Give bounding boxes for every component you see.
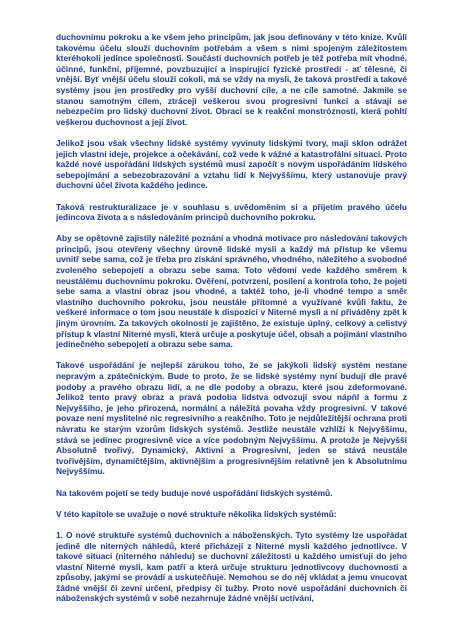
paragraph-1: duchovnímu pokroku a ke všem jeho principům, jak jsou definovány v této knize. Kvůli takovému účelu slouží duchovním potřebám a všem s nimi spojeným záležitostem kteréhokoli jedince společnosti. Součástí duchovních potřeb je též potřeba mít vhodné, účinné, funkční, příjemné, povzbuzující a inspirující fyzické prostředí - ať tělesné, či vnější. Byť vnější účelu slouží cokoli, má se vždy na mysli, že taková prostředí a takové systémy jsou jen prostředky pro vyšší duchovní cíle, a ne cíle samotné. Jakmile se stanou samotným cílem, ztrácejí veškerou svou progresivní funkci a stávají se nebezpečím pro lidský duchovní život. Obrací se k reakční monstróznosti, která pohltí veškerou duchovnost a její život. <box>56 32 407 127</box>
paragraph-6: Na takovém pojetí se tedy buduje nové uspořádání lidských systémů. <box>56 487 333 498</box>
paragraph-4: Aby se opětovně zajistily náležité poznání a vhodná motivace pro následování takových principů, jsou otevřeny všechny úrovně lidské mysli a každý má přístup ke všemu uvnitř sebe sama, což je třeba pro získání správného, vhodného, náležitého a svobodné zvoleného sebepojetí a obrazu sebe sama. Toto vědomí vede každého směrem k neustálému duchovnímu pokroku. Ověření, potvrzení, posílení a kontrola toho, že pojetí sebe sama a vlastní obraz jsou vhodné, a taktéž toho, je-li vhodné tempo a směr vlastního duchovního pokroku, jsou neustále přítomné a využívané kvůli faktu, že veškeré informace o tom jsou neustále k dispozici v Niterné mysli a ní přiváděny zpět k jiným úrovním. Za takových okolností je zajištěno, že existuje úplný, celkový a celistvý přístup k vlastní Niterné mysli, která určuje a poskytuje účel, obsah a pojímání vlastního jedinečného sebepojetí a obrazu sebe sama. <box>56 233 407 350</box>
paragraph-5: Takové uspořádání je nejlepší zárukou toho, že se jakýkoli lidský systém nestane nepravým a zpátečnickým. Bude to proto, že se lidské systémy nyní budují dle pravé podoby a pravého obrazu lidí, a ne dle podoby a obrazu, které jsou zdeformované. Jelikož tento pravý obraz a pravá podoba lidstva odvozují svou nápňl a formu z Nejvyššího, je jeho přirozená, normální a náležitá povaha vždy progresivní. V takové povaze není myslitelné nic regresivního a reakčního. Toto je nejdůležitější ochrana proti návratu ke starým vzorům lidských systémů. Jestliže neustále vzhlíží k Nejvyššímu, stává se jedinec progresivně více a více podobným Nejvyššímu. A protože je Nejvyšší Absolutně tvořivý, Dynamický, Aktivní a Progresivní, jeden se stává neustále tvořivějším, dynamičtějším, aktivnějším a progresivnějším relativně jen k Absolutnímu Nejvyššímu. <box>56 360 407 477</box>
paragraph-8: 1. O nové struktuře systémů duchovních a náboženských. Tyto systémy lze uspořádat jedině dle niterných náhledů, které přicházejí z Niterné mysli každého jednotlivce. V takové situaci (niterného náhledu) se duchovní záležitosti u každého umisťují do jeho vlastní Niterné mysli, kam patří a která určuje strukturu jednotlivcovy duchovnosti a způsoby, jakými se provádí a uskutečňuje. Nemohou se do něj vkládat a jemu vnucovat žádné vnější či zevní určení, předpisy či tužby. Proto nové uspořádání duchovních či náboženských systémů v sobě nezahrnuje žádné vnější uctívání, <box>56 529 407 604</box>
paragraph-3: Taková restrukturalizace je v souhlasu s uvědoměním si a přijetím pravého účelu jedincova života a s následováním principů duchovního pokroku. <box>56 201 407 223</box>
paragraph-2: Jelikož jsou však všechny lidské systémy vyvinuty lidskými tvory, mají sklon odrážet jejich vlastní ideje, projekce a očekávání, což vede k vážné a katastrofální situaci. Proto každé nové uspořádání lidských systémů musí započít s novým uspořádáním lidského sebepojímání a sebezobrazování a vztahu lidí k Nejvyššímu, který ustanovuje pravý duchovní účel života každého jedince. <box>56 137 407 191</box>
paragraph-7: V této kapitole se uvažuje o nové struktuře několika lidských systémů: <box>56 508 337 519</box>
document-page <box>56 32 407 604</box>
